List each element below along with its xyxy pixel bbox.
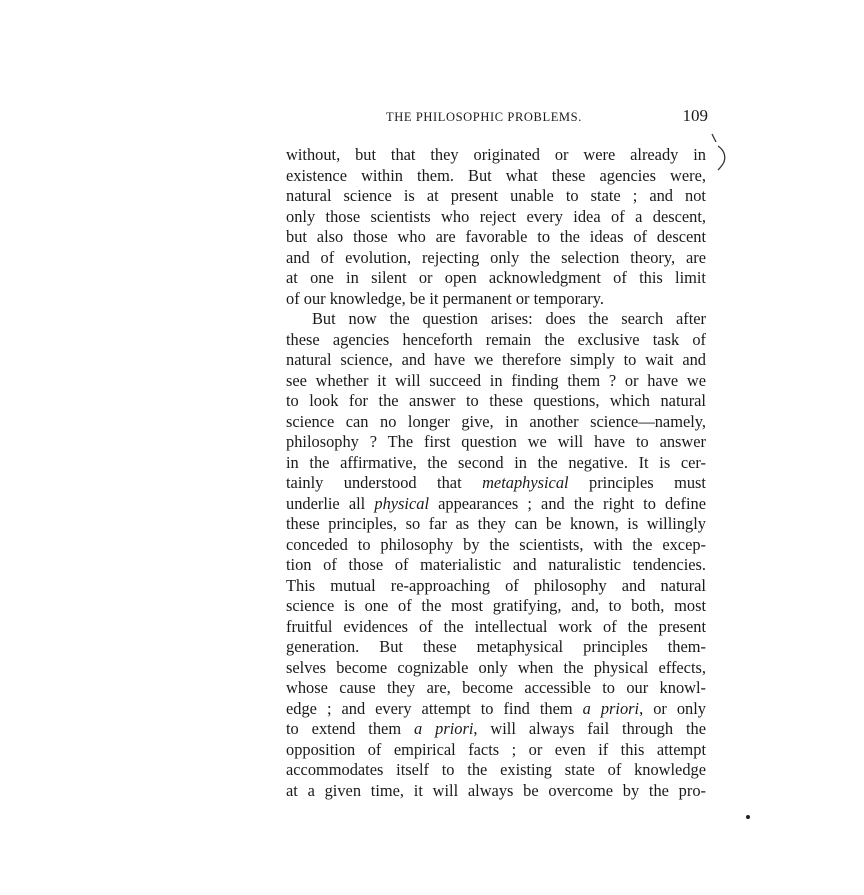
text-line: conceded to philosophy by the scientists, with the excep- bbox=[286, 534, 706, 554]
text-line: without, but that they originated or were already in bbox=[286, 145, 706, 164]
italic-term: physical bbox=[374, 493, 429, 513]
text-segment: to extend them bbox=[286, 719, 414, 738]
page-header bbox=[286, 106, 710, 128]
italic-term: a priori bbox=[414, 719, 474, 738]
text-segment: principles must bbox=[568, 473, 706, 492]
body-text bbox=[286, 145, 706, 801]
text-line: generation. But these metaphysical principles them- bbox=[286, 637, 706, 656]
text-line: philosophy ? The first question we will have to answer bbox=[286, 432, 706, 451]
text-line: science is one of the most gratifying, and, to both, most bbox=[286, 596, 706, 615]
text-line: these agencies henceforth remain the exclusive task of bbox=[286, 329, 706, 349]
text-line: of our knowledge, be it permanent or temporary. bbox=[286, 288, 604, 308]
text-line: tion of those of materialistic and naturalistic tendencies. bbox=[286, 555, 706, 574]
text-line: natural science is at present unable to state ; and not bbox=[286, 186, 706, 205]
text-line bbox=[286, 473, 706, 494]
italic-term: metaphysical bbox=[482, 473, 569, 492]
text-line: these principles, so far as they can be known, is willingly bbox=[286, 514, 706, 533]
text-line: But now the question arises: does the search after bbox=[312, 309, 706, 328]
text-line: whose cause they are, become accessible to our knowl- bbox=[286, 678, 706, 697]
text-line: fruitful evidences of the intellectual work of the present bbox=[286, 616, 706, 636]
text-line: accommodates itself to the existing state of knowledge bbox=[286, 760, 706, 779]
text-segment: , will always fail through the bbox=[473, 719, 706, 738]
text-line: natural science, and have we therefore simply to wait and bbox=[286, 350, 706, 369]
text-line bbox=[286, 699, 706, 720]
text-line: at one in silent or open acknowledgment of this limit bbox=[286, 268, 706, 287]
text-line: but also those who are favorable to the ideas of descent bbox=[286, 227, 706, 246]
text-line: at a given time, it will always be overcome by the pro- bbox=[286, 780, 706, 800]
text-line: see whether it will succeed in finding them ? or have we bbox=[286, 370, 706, 390]
text-line: to look for the answer to these questions, which natural bbox=[286, 391, 706, 410]
text-segment: appearances ; and the right to define bbox=[429, 493, 706, 513]
text-line: selves become cognizable only when the physical effects, bbox=[286, 657, 706, 677]
text-line: existence within them. But what these agencies were, bbox=[286, 165, 706, 185]
page-number: 109 bbox=[682, 106, 708, 125]
text-line: opposition of empirical facts ; or even if this attempt bbox=[286, 739, 706, 759]
text-segment: tainly understood that bbox=[286, 473, 483, 492]
italic-term: a priori bbox=[582, 698, 640, 718]
text-line: and of evolution, rejecting only the selection theory, are bbox=[286, 247, 706, 267]
ink-speck bbox=[746, 815, 750, 819]
running-head: THE PHILOSOPHIC PROBLEMS. bbox=[386, 110, 582, 124]
text-line bbox=[286, 719, 706, 740]
text-line bbox=[286, 494, 706, 515]
text-segment: edge ; and every attempt to find them bbox=[286, 698, 583, 718]
text-segment: , or only bbox=[639, 698, 706, 718]
text-line: in the affirmative, the second in the negative. It is cer- bbox=[286, 452, 706, 472]
text-segment: underlie all bbox=[286, 493, 375, 513]
text-line: only those scientists who reject every idea of a descent, bbox=[286, 206, 706, 226]
text-line: science can no longer give, in another science—namely, bbox=[286, 411, 706, 431]
margin-mark-icon bbox=[710, 132, 730, 176]
text-line: This mutual re-approaching of philosophy and natural bbox=[286, 575, 706, 595]
